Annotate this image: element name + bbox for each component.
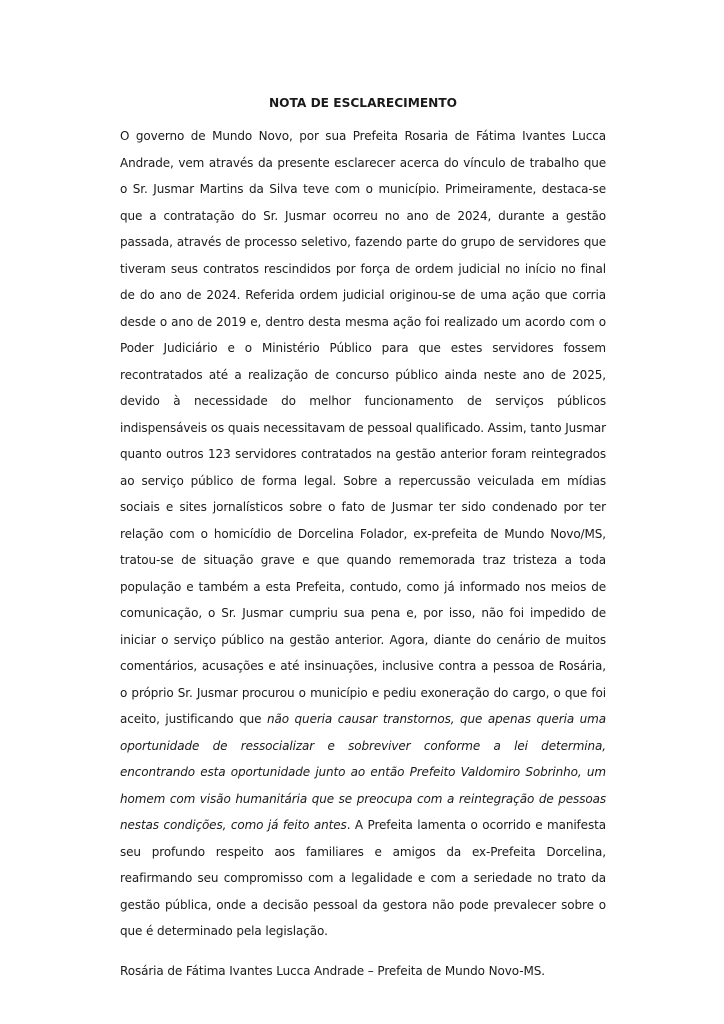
main-paragraph xyxy=(120,123,606,945)
paragraph-quote: não queria causar transtornos, que apenas queria uma oportunidade de ressocializar e sobreviver conforme a lei determina, encontrando esta oportunidade junto ao então Prefeito Valdomiro Sobrinho, um homem com visão humanitária que se preocupa com a reintegração de pessoas nestas condições, como já feito antes xyxy=(120,712,606,832)
document-title: NOTA DE ESCLARECIMENTO xyxy=(268,96,458,110)
paragraph-text-part2: . A Prefeita lamenta o ocorrido e manifesta seu profundo respeito aos familiares e amigos da ex-Prefeita Dorcelina, reafirmando seu compromisso com a legalidade e com a seriedade no trato da gestão pública, onde a decisão pessoal da gestora não pode prevalecer sobre o que é determinado pela legislação. xyxy=(120,818,606,938)
paragraph-text-part1: O governo de Mundo Novo, por sua Prefeita Rosaria de Fátima Ivantes Lucca Andrade, vem através da presente esclarecer acerca do vínculo de trabalho que o Sr. Jusmar Martins da Silva teve com o município. Primeiramente, destaca-se que a contratação do Sr. Jusmar ocorreu no ano de 2024, durante a gestão passada, através de processo seletivo, fazendo parte do grupo de servidores que tiveram seus contratos rescindidos por força de ordem judicial no início no final de do ano de 2024. Referida ordem judicial originou-se de uma ação que corria desde o ano de 2019 e, dentro desta mesma ação foi realizado um acordo com o Poder Judiciário e o Ministério Público para que estes servidores fossem recontratados até a realização de concurso público ainda neste ano de 2025, devido à necessidade do melhor funcionamento de serviços públicos indispensáveis os quais necessitavam de pessoal qualificado. Assim, tanto Jusmar quanto outros 123 servidores contratados na gestão anterior foram reintegrados ao serviço público de forma legal. Sobre a repercussão veiculada em mídias sociais e sites jornalísticos sobre o fato de Jusmar ter sido condenado por ter relação com o homicídio de Dorcelina Folador, ex-prefeita de Mundo Novo/MS, tratou-se de situação grave e que quando rememorada traz tristeza a toda população e também a esta Prefeita, contudo, como já informado nos meios de comunicação, o Sr. Jusmar cumpriu sua pena e, por isso, não foi impedido de iniciar o serviço público na gestão anterior. Agora, diante do cenário de muitos comentários, acusações e até insinuações, inclusive contra a pessoa de Rosária, o próprio Sr. Jusmar procurou o município e pediu exoneração do cargo, o que foi aceito, justificando que xyxy=(120,129,607,726)
signature-line: Rosária de Fátima Ivantes Lucca Andrade – Prefeita de Mundo Novo-MS. xyxy=(120,963,545,978)
document-page xyxy=(120,92,606,984)
